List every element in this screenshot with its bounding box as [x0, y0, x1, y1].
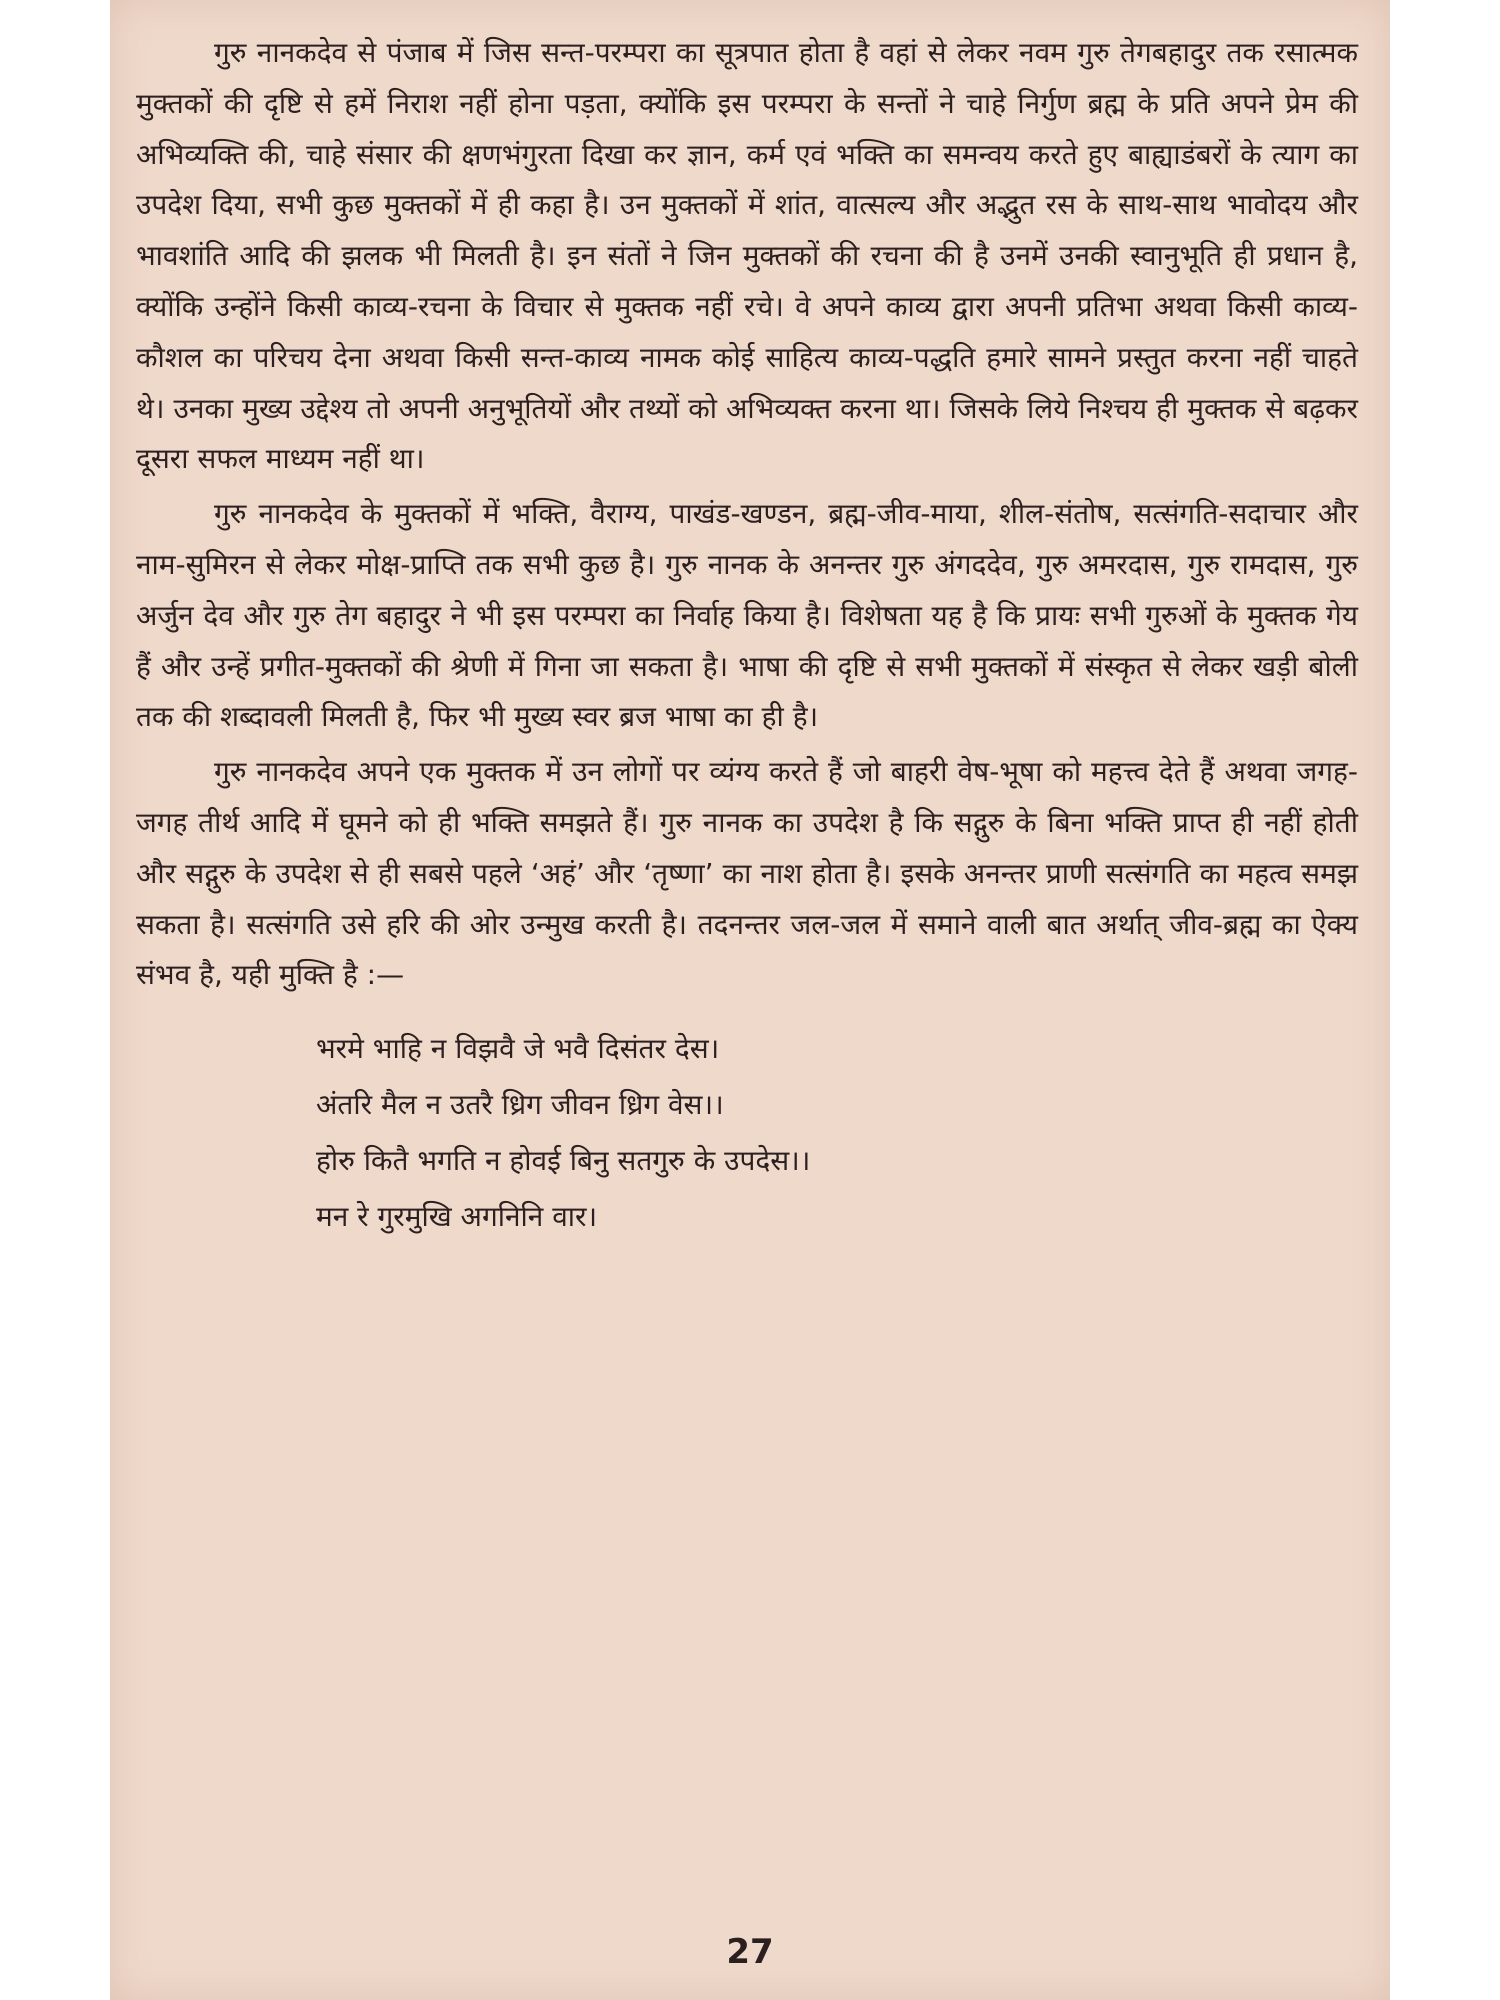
paragraph-3: गुरु नानकदेव अपने एक मुक्तक में उन लोगों पर व्यंग्य करते हैं जो बाहरी वेष-भूषा को महत्त्व देते हैं अथवा जगह-जगह तीर्थ आदि में घूमने को ही भक्ति समझते हैं। गुरु नानक का उपदेश है कि सद्गुरु के बिना भक्ति प्राप्त ही नहीं होती और सद्गुरु के उपदेश से ही सबसे पहले ‘अहं’ और ‘तृष्णा’ का नाश होता है। इसके अनन्तर प्राणी सत्संगति का महत्व समझ सकता है। सत्संगति उसे हरि की ओर उन्मुख करती है। तदनन्तर जल-जल में समाने वाली बात अर्थात् जीव-ब्रह्म का ऐक्य संभव है, यही मुक्ति है :—: [136, 755, 1358, 992]
verse-line-2: अंतरि मैल न उतरै ध्रिग जीवन ध्रिग वेस।।: [316, 1088, 724, 1122]
verse-line-1: भरमे भाहि न विझवै जे भवै दिसंतर देस।: [316, 1032, 720, 1066]
paragraph-1: गुरु नानकदेव से पंजाब में जिस सन्त-परम्परा का सूत्रपात होता है वहां से लेकर नवम गुरु तेगबहादुर तक रसात्मक मुक्तकों की दृष्टि से हमें निराश नहीं होना पड़ता, क्योंकि इस परम्परा के सन्तों ने चाहे निर्गुण ब्रह्म के प्रति अपने प्रेम की अभिव्यक्ति की, चाहे संसार की क्षणभंगुरता दिखा कर ज्ञान, कर्म एवं भक्ति का समन्वय करते हुए बाह्याडंबरों के त्याग का उपदेश दिया, सभी कुछ मुक्तकों में ही कहा है। उन मुक्तकों में शांत, वात्सल्य और अद्भुत रस के साथ-साथ भावोदय और भावशांति आदि की झलक भी मिलती है। इन संतों ने जिन मुक्तकों की रचना की है उनमें उनकी स्वानुभूति ही प्रधान है, क्योंकि उन्होंने किसी काव्य-रचना के विचार से मुक्तक नहीं रचे। वे अपने काव्य द्वारा अपनी प्रतिभा अथवा किसी काव्य-कौशल का परिचय देना अथवा किसी सन्त-काव्य नामक कोई साहित्य काव्य-पद्धति हमारे सामने प्रस्तुत करना नहीं चाहते थे। उनका मुख्य उद्देश्य तो अपनी अनुभूतियों और तथ्यों को अभिव्यक्त करना था। जिसके लिये निश्चय ही मुक्तक से बढ़कर दूसरा सफल माध्यम नहीं था।: [136, 36, 1358, 476]
page-number: 27: [726, 1932, 774, 1972]
paragraph-2: गुरु नानकदेव के मुक्तकों में भक्ति, वैराग्य, पाखंड-खण्डन, ब्रह्म-जीव-माया, शील-संतोष, सत्संगति-सदाचार और नाम-सुमिरन से लेकर मोक्ष-प्राप्ति तक सभी कुछ है। गुरु नानक के अनन्तर गुरु अंगददेव, गुरु अमरदास, गुरु रामदास, गुरु अर्जुन देव और गुरु तेग बहादुर ने भी इस परम्परा का निर्वाह किया है। विशेषता यह है कि प्रायः सभी गुरुओं के मुक्तक गेय हैं और उन्हें प्रगीत-मुक्तकों की श्रेणी में गिना जा सकता है। भाषा की दृष्टि से सभी मुक्तकों में संस्कृत से लेकर खड़ी बोली तक की शब्दावली मिलती है, फिर भी मुख्य स्वर ब्रज भाषा का ही है।: [136, 497, 1358, 734]
page-body: [136, 28, 1358, 1245]
verse-block: [316, 1021, 1358, 1245]
verse-line-4: मन रे गुरमुखि अगनिनि वार।: [316, 1200, 598, 1234]
verse-line-3: होरु कितै भगति न होवई बिनु सतगुरु के उपदेस।।: [316, 1144, 811, 1178]
